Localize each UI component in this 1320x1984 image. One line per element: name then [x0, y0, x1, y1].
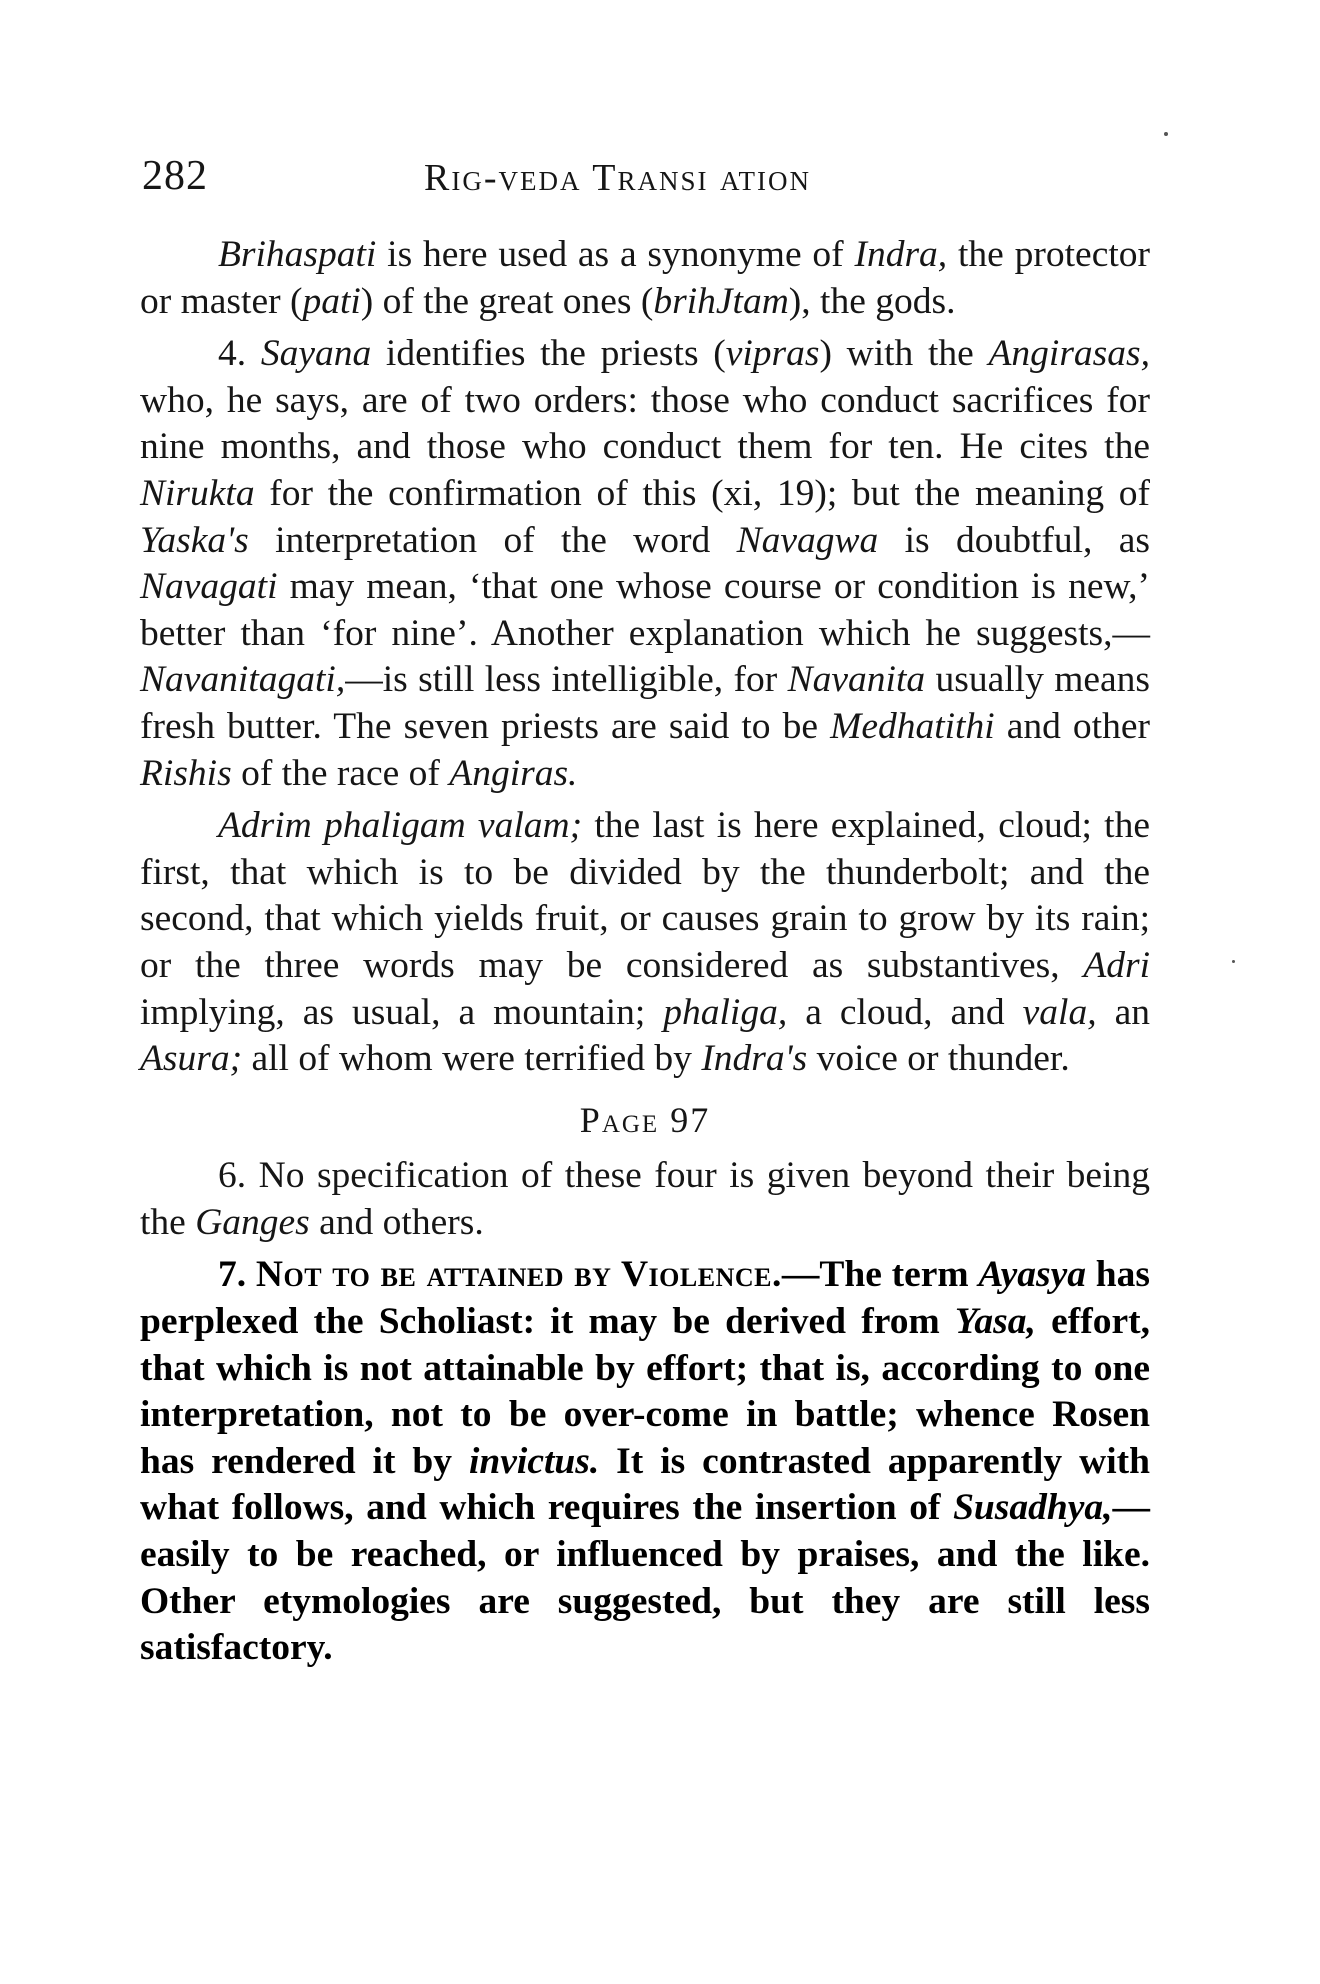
text-run: for the confirmation of this (xi, 19); but the meaning of	[254, 472, 1150, 514]
paragraph-note-4	[140, 331, 1150, 797]
body-text	[140, 232, 1150, 1672]
italic-term: Angirasas,	[988, 333, 1150, 375]
running-title: Rig-veda Transi ation	[424, 157, 812, 199]
italic-term: vipras	[725, 333, 820, 375]
page-header	[142, 152, 1162, 222]
text-run: interpretation of the word	[248, 519, 737, 561]
italic-term: Susadhya,	[953, 1487, 1113, 1529]
paragraph-brihaspati-note	[140, 232, 1150, 325]
italic-term: Yaska's	[140, 519, 249, 561]
italic-term: Navagwa	[736, 519, 879, 561]
text-run: has perplexed the Scholiast: it may be derived from	[140, 1254, 1150, 1343]
italic-term: Yasa,	[954, 1301, 1036, 1343]
text-run: ), the gods.	[788, 280, 956, 322]
text-run: —easily to be reached, or influenced by praises, and the like. Other etymologies are suggested, but they are still less satisfactory.	[140, 1487, 1150, 1669]
italic-term: Indra's	[701, 1038, 808, 1080]
text-run: the last is here explained, cloud; the first, that which is to be divided by the thunderbolt; and the second, that which yields fruit, or causes grain to grow by its rain; or the three words may be considered as substantives,	[140, 805, 1150, 986]
print-speck	[1232, 960, 1235, 963]
text-run: of the race of	[231, 752, 450, 794]
small-caps-heading: Not to be attained by Violence.	[255, 1254, 782, 1296]
text-run: the protector or master (	[140, 234, 1150, 322]
paragraph-note-7	[140, 1252, 1150, 1671]
italic-term: pati	[302, 280, 361, 322]
text-run: usually means fresh butter. The seven priests are said to be	[140, 659, 1150, 747]
text-run: and others.	[309, 1201, 484, 1243]
italic-term: Brihaspati	[218, 234, 377, 275]
text-run: voice or thunder.	[807, 1038, 1070, 1080]
italic-term: phaliga,	[663, 991, 788, 1033]
text-run: 6. No specification of these four is given beyond their being the	[140, 1155, 1150, 1243]
text-run: ) of the great ones (	[360, 280, 654, 322]
text-run: all of whom were terrified by	[242, 1038, 702, 1080]
text-run: ) with the	[819, 333, 989, 375]
italic-term: Ayasya	[978, 1254, 1087, 1296]
italic-term: brihJtam	[653, 280, 789, 322]
italic-term: Navanitagati,	[140, 659, 346, 701]
italic-term: invictus.	[468, 1440, 600, 1482]
text-run: It is contrasted apparently with what follows, and which requires the insertion of	[140, 1440, 1150, 1529]
section-heading-page-97: Page 97	[579, 1099, 711, 1140]
text-run: who, he says, are of two orders: those who conduct sacrifices for nine months, and those who conduct them for ten. He cites the	[140, 379, 1150, 468]
text-run: may mean, ‘that one whose course or condition is new,’ better than ‘for nine’. Another explanation which he suggests,—	[140, 566, 1150, 654]
italic-term: Indra,	[854, 234, 948, 275]
italic-term: Ganges	[195, 1201, 310, 1243]
italic-term: Sayana	[260, 333, 372, 375]
italic-term: Navagati	[140, 566, 278, 608]
text-run: effort, that which is not attainable by effort; that is, according to one interpretation, not to be over-come in battle; whence Rosen has rendered it by	[140, 1301, 1150, 1482]
text-run: —The term	[781, 1254, 979, 1296]
text-run: identifies the priests (	[371, 333, 726, 375]
paragraph-adrim-note	[140, 803, 1150, 1083]
italic-term: Rishis	[140, 752, 232, 794]
italic-term: Medhatithi	[830, 705, 995, 747]
text-run: —is still less intelligible, for	[345, 659, 788, 701]
print-speck	[1164, 132, 1168, 136]
italic-term: Nirukta	[140, 472, 255, 514]
italic-term: Adri	[1083, 944, 1150, 986]
italic-term: Asura;	[140, 1038, 243, 1080]
italic-term: Angiras.	[449, 752, 578, 794]
text-run: is here used as a synonyme of	[376, 234, 855, 275]
italic-term: Navanita	[787, 659, 926, 701]
text-run: 4.	[218, 333, 261, 375]
text-run: an	[1096, 991, 1150, 1033]
paragraph-note-6	[140, 1153, 1150, 1246]
text-run: and other	[994, 705, 1150, 747]
text-run: implying, as usual, a mountain;	[140, 991, 664, 1033]
text-run: a cloud, and	[787, 991, 1023, 1033]
text-run: is doubtful, as	[878, 519, 1151, 561]
italic-term: Adrim phaligam valam;	[218, 805, 583, 847]
text-run: 7.	[218, 1254, 256, 1296]
page-number: 282	[142, 153, 208, 199]
italic-term: vala,	[1022, 991, 1097, 1033]
